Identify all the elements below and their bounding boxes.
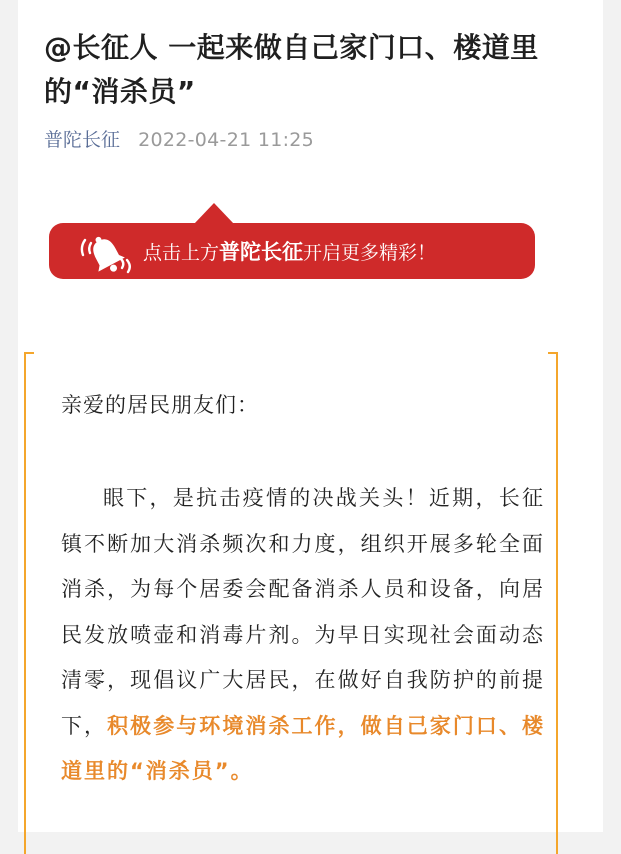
article-title: @长征人 一起来做自己家门口、楼道里的“消杀员” <box>44 31 539 108</box>
publish-time: 2022-04-21 11:25 <box>138 129 315 151</box>
paragraph-text: 眼下，是抗击疫情的决战关头！近期，长征镇不断加大消杀频次和力度，组织开展多轮全面消杀，为每个居委会配备消杀人员和设备，向居民发放喷壶和消毒片剂。为早日实现社会面动态清零，现倡议广大居民，在做好自我防护的前提下， <box>61 486 545 738</box>
account-name-link[interactable]: 普陀长征 <box>44 129 121 151</box>
greeting-text: 亲爱的居民朋友们： <box>61 393 259 417</box>
banner-text[interactable] <box>143 237 436 267</box>
banner-pointer <box>194 203 234 224</box>
banner-suffix: 开启更多精彩！ <box>303 242 437 264</box>
article-meta <box>44 126 314 154</box>
emphasis-text: 积极参与环境消杀工作，做自己家门口、楼道里的“消杀员”。 <box>61 713 546 783</box>
banner-prefix: 点击上方 <box>143 242 220 264</box>
banner-account-name: 普陀长征 <box>219 240 304 264</box>
body-paragraph <box>61 476 545 795</box>
frame-gap <box>34 352 548 354</box>
bell-icon <box>76 230 136 276</box>
